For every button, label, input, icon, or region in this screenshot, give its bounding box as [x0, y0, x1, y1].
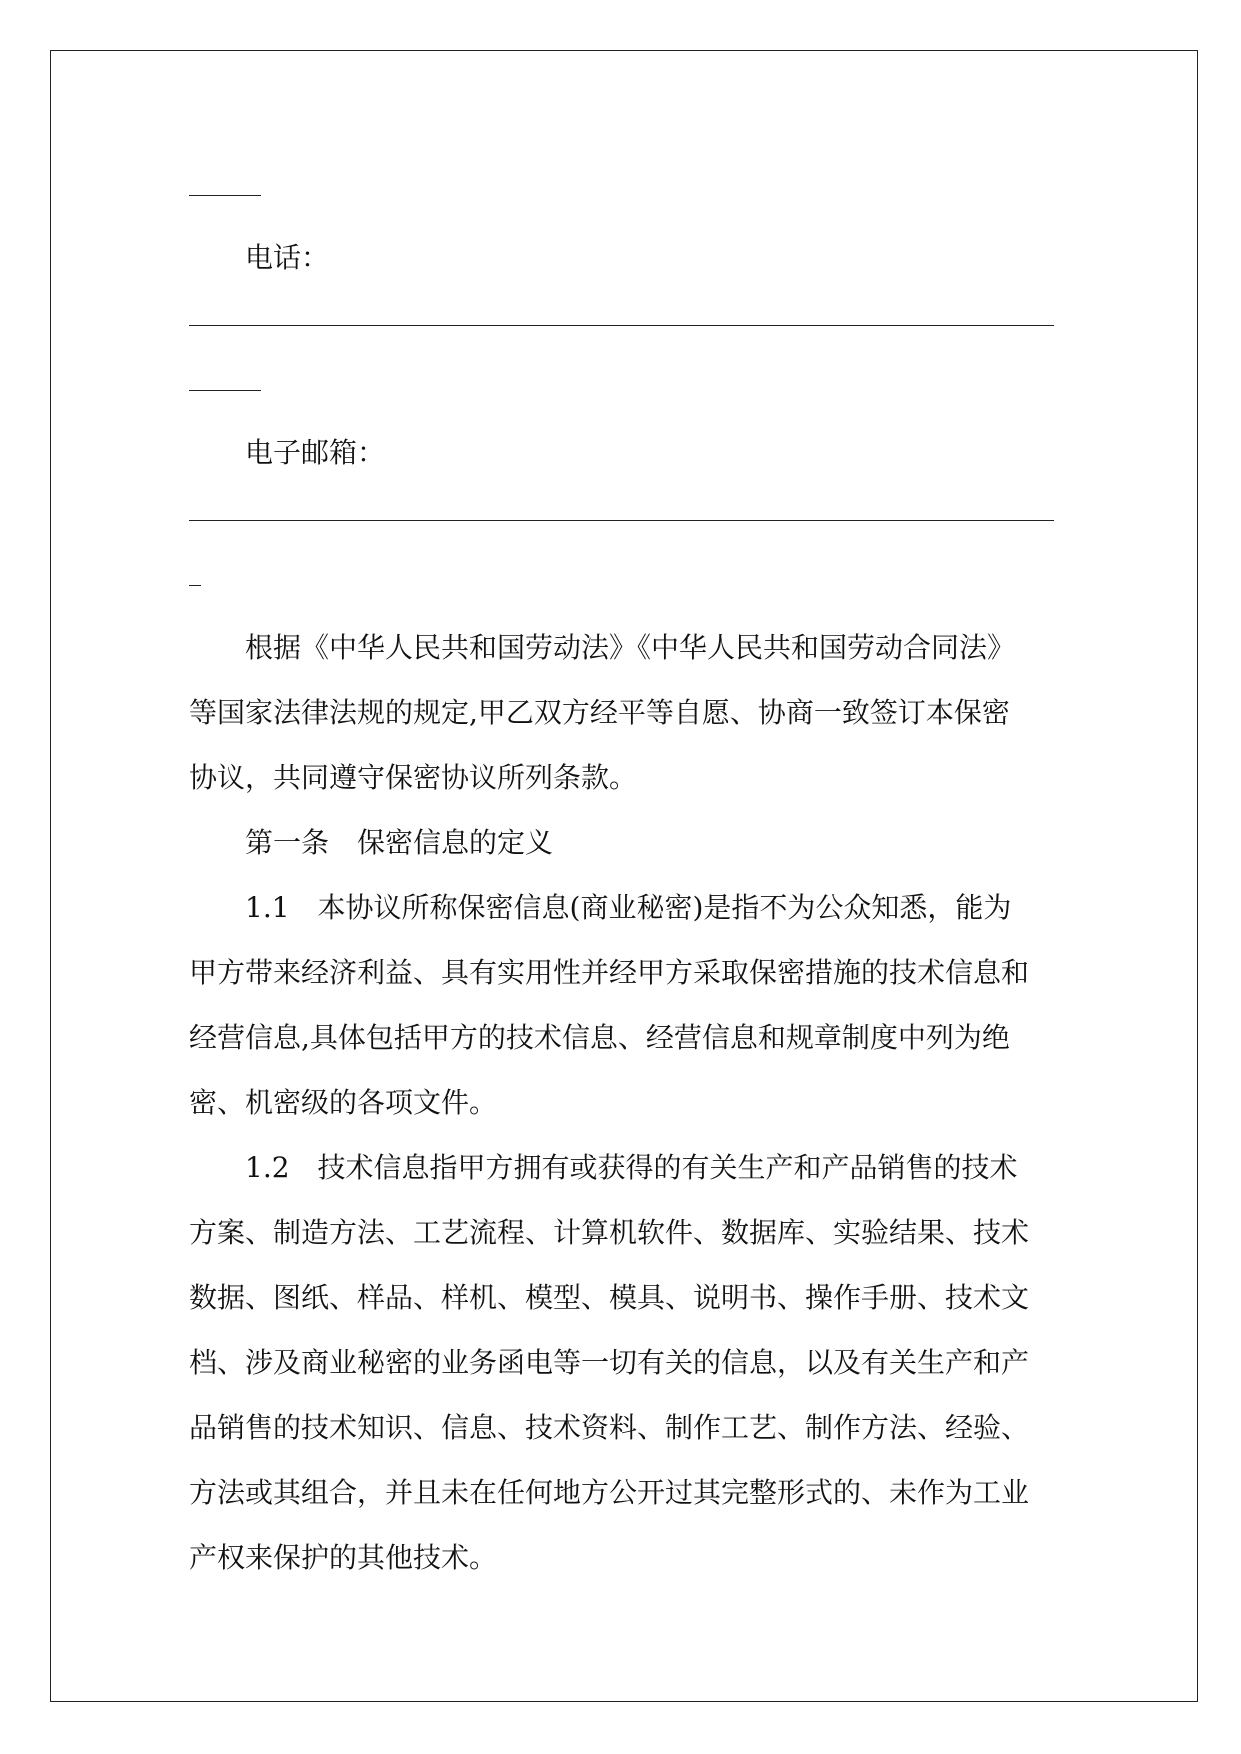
paragraph-line: 档、涉及商业秘密的业务函电等一切有关的信息，以及有关生产和产	[189, 1346, 1030, 1379]
paragraph-line: 方法或其组合，并且未在任何地方公开过其完整形式的、未作为工业	[189, 1476, 1030, 1509]
document-body	[189, 160, 1054, 1590]
paragraph-line: 产权来保护的其他技术。	[189, 1541, 498, 1574]
phone-blank-line	[189, 290, 1054, 355]
paragraph-line: 密、机密级的各项文件。	[189, 1086, 498, 1119]
email-blank-line	[189, 485, 1054, 550]
phone-label: 电话：	[245, 241, 330, 274]
clause-1-2	[189, 1135, 1054, 1590]
paragraph-line: 等国家法律法规的规定,甲乙双方经平等自愿、协商一致签订本保密	[189, 696, 1010, 729]
email-blank-line-end	[189, 550, 1054, 615]
paragraph-line: 1.1 本协议所称保密信息(商业秘密)是指不为公众知悉，能为	[245, 891, 1012, 924]
blank-line-continuation	[189, 160, 1054, 225]
article-heading: 第一条 保密信息的定义	[245, 826, 554, 859]
paragraph-line: 甲方带来经济利益、具有实用性并经甲方采取保密措施的技术信息和	[189, 956, 1030, 989]
phone-blank-line-end	[189, 355, 1054, 420]
clause-1-1	[189, 875, 1054, 1135]
paragraph-line: 协议，共同遵守保密协议所列条款。	[189, 761, 638, 794]
paragraph-line: 根据《中华人民共和国劳动法》《中华人民共和国劳动合同法》	[245, 631, 1016, 664]
paragraph-line: 经营信息,具体包括甲方的技术信息、经营信息和规章制度中列为绝	[189, 1021, 1010, 1054]
paragraph-line: 品销售的技术知识、信息、技术资料、制作工艺、制作方法、经验、	[189, 1411, 1030, 1444]
intro-paragraph	[189, 615, 1054, 810]
email-label: 电子邮箱：	[245, 436, 386, 469]
paragraph-line: 1.2 技术信息指甲方拥有或获得的有关生产和产品销售的技术	[245, 1151, 1018, 1184]
paragraph-line: 数据、图纸、样品、样机、模型、模具、说明书、操作手册、技术文	[189, 1281, 1030, 1314]
paragraph-line: 方案、制造方法、工艺流程、计算机软件、数据库、实验结果、技术	[189, 1216, 1030, 1249]
